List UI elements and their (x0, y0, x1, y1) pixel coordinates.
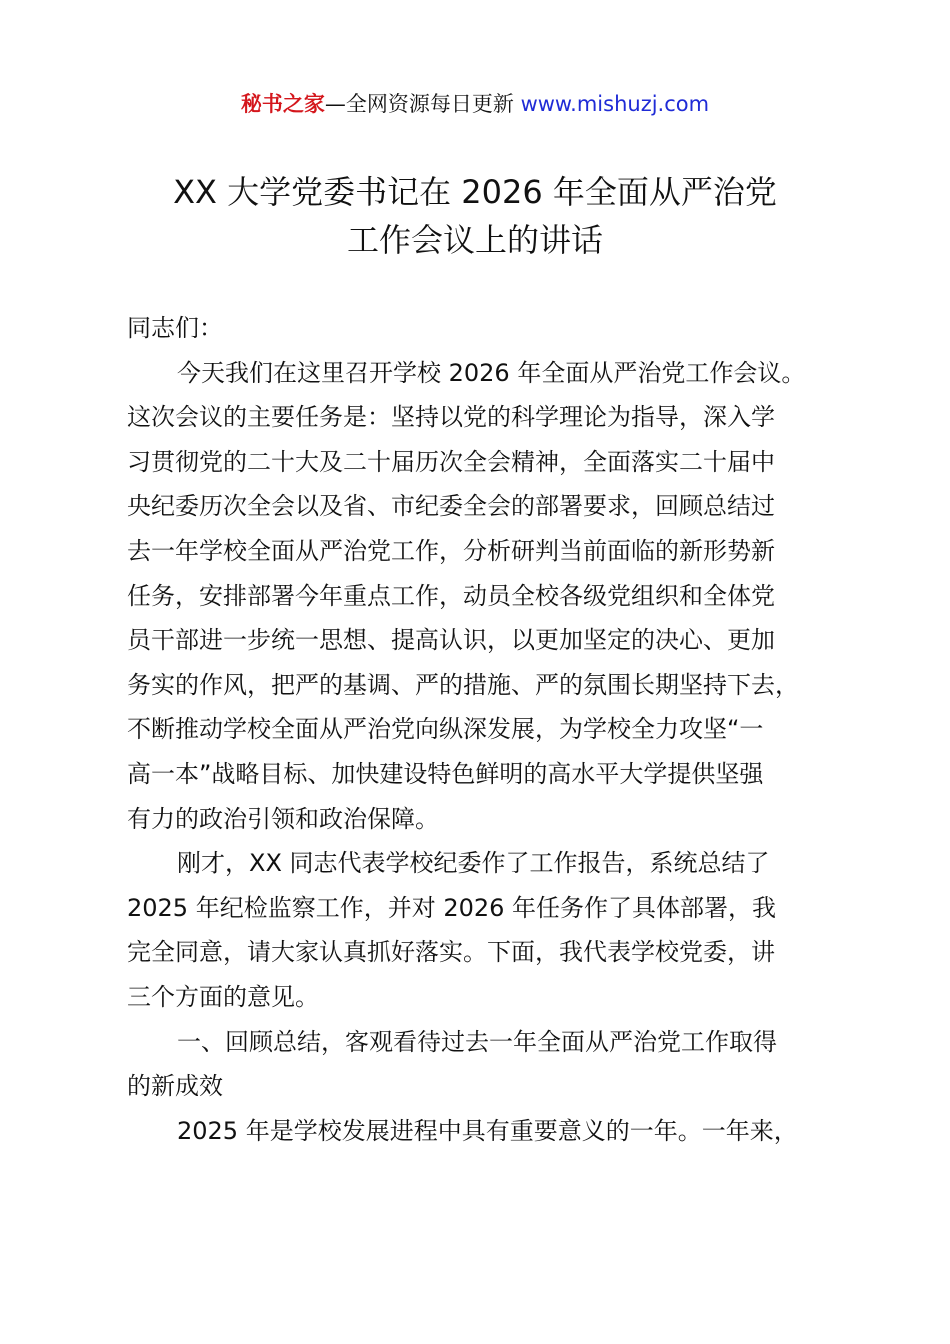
title-line-1: XX 大学党委书记在 2026 年全面从严治党 (173, 173, 777, 211)
section-heading: 一、回顾总结，客观看待过去一年全面从严治党工作取得 (177, 1027, 777, 1056)
body-line: 刚才，XX 同志代表学校纪委作了工作报告，系统总结了 (177, 849, 770, 878)
body-line: 这次会议的主要任务是：坚持以党的科学理论为指导，深入学 (127, 403, 775, 432)
body-line: 习贯彻党的二十大及二十届历次全会精神，全面落实二十届中 (127, 447, 775, 476)
body-line: 三个方面的意见。 (127, 982, 319, 1011)
title-line-2: 工作会议上的讲话 (346, 221, 603, 259)
body-line: 有力的政治引领和政治保障。 (127, 804, 439, 833)
body-line: 员干部进一步统一思想、提高认识，以更加坚定的决心、更加 (127, 626, 775, 655)
body-line: 务实的作风，把严的基调、严的措施、严的氛围长期坚持下去， (127, 670, 799, 699)
site-header (0, 88, 950, 120)
body-line: 央纪委历次全会以及省、市纪委全会的部署要求，回顾总结过 (127, 492, 775, 521)
body-line: 去一年学校全面从严治党工作，分析研判当前面临的新形势新 (127, 536, 775, 565)
body-line: 2025 年纪检监察工作，并对 2026 年任务作了具体部署，我 (127, 893, 777, 922)
body-line: 不断推动学校全面从严治党向纵深发展，为学校全力攻坚“一 (127, 715, 764, 744)
header-tagline: —全网资源每日更新 (324, 92, 514, 116)
section-heading: 的新成效 (127, 1072, 223, 1101)
brand-name: 秘书之家 (240, 92, 325, 116)
body-line: 今天我们在这里召开学校 2026 年全面从严治党工作会议。 (177, 358, 806, 387)
site-url-link[interactable]: www.mishuzj.com (520, 92, 710, 116)
document-body (127, 306, 859, 1153)
body-line: 高一本”战略目标、加快建设特色鲜明的高水平大学提供坚强 (127, 759, 764, 788)
body-line: 完全同意，请大家认真抓好落实。下面，我代表学校党委，讲 (127, 938, 775, 967)
body-line: 2025 年是学校发展进程中具有重要意义的一年。一年来， (177, 1116, 798, 1145)
salutation: 同志们： (127, 314, 223, 342)
document-title (0, 168, 950, 264)
body-line: 任务，安排部署今年重点工作，动员全校各级党组织和全体党 (127, 581, 775, 610)
